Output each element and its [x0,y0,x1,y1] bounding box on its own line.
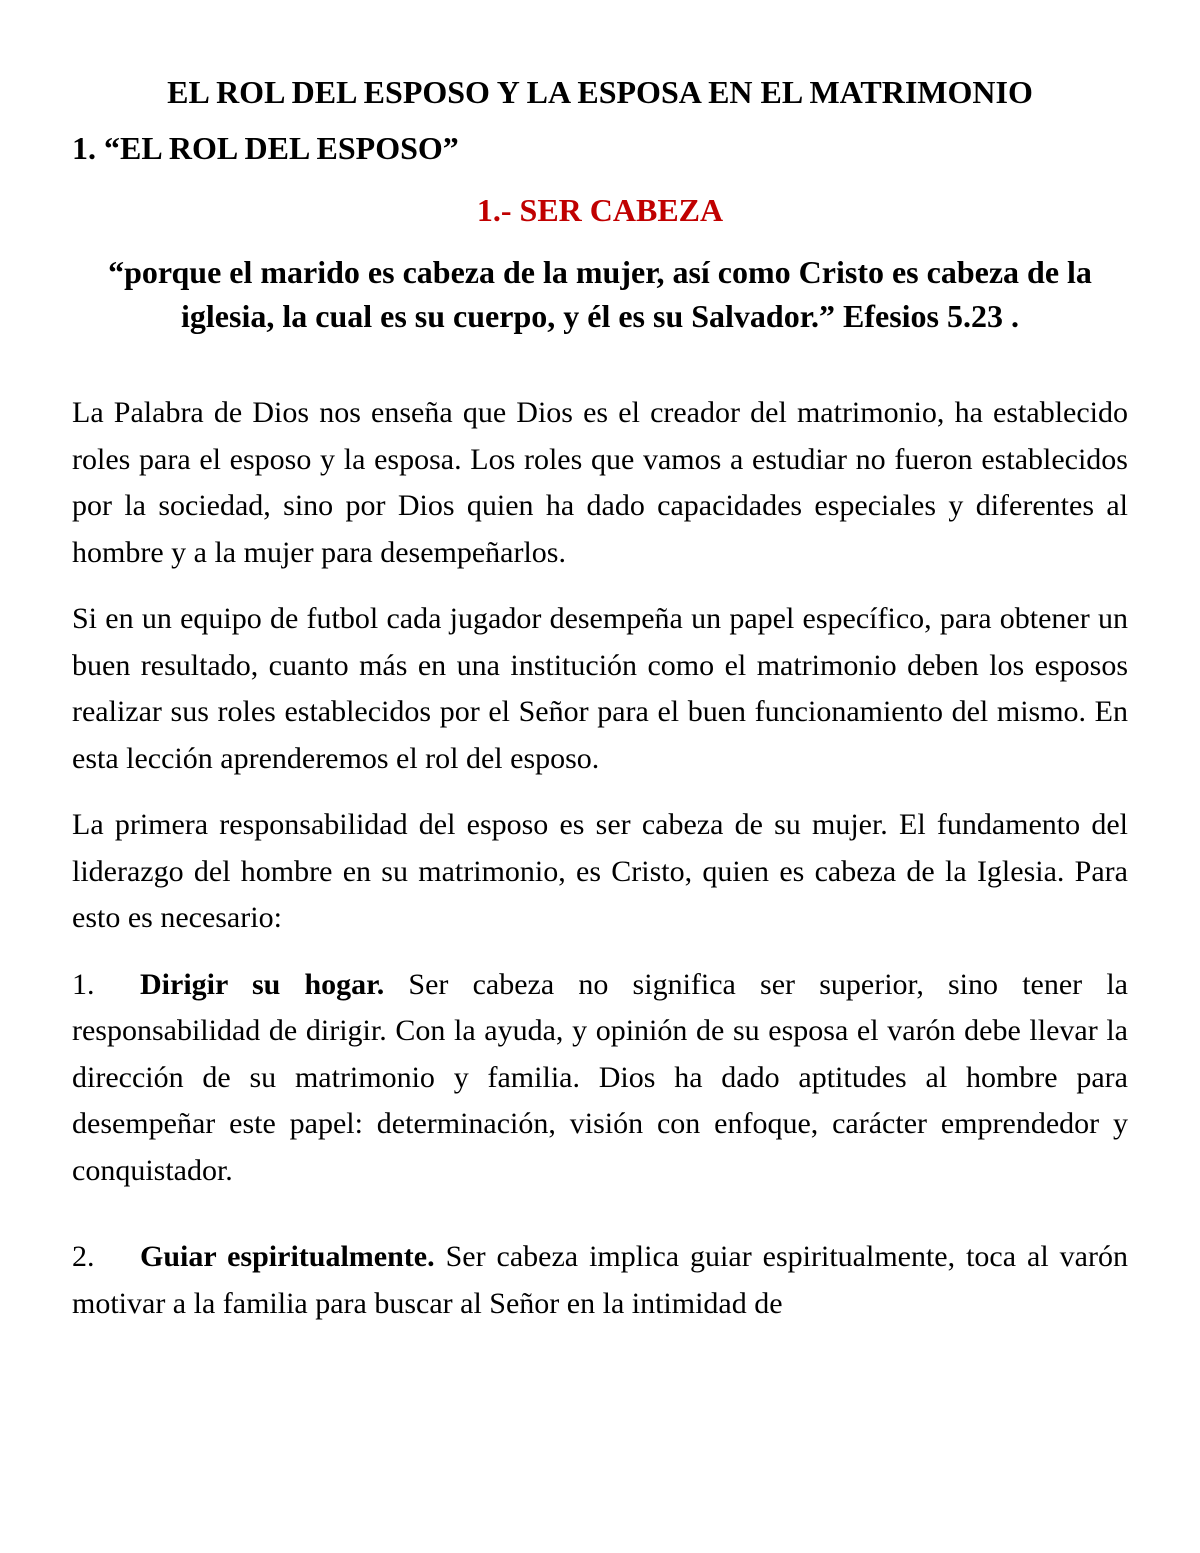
list-item-lead: Dirigir su hogar. [140,967,385,1001]
list-item-lead: Guiar espiritualmente. [140,1240,435,1273]
list-item [72,962,1128,1195]
paragraph-3: La primera responsabilidad del esposo es ser cabeza de su mujer. El fundamento del liderazgo del hombre en su matrimonio, es Cristo, quien es cabeza de la Iglesia. Para esto es necesario: [72,808,1128,934]
list-item-number: 1. [72,967,95,1001]
document-title: EL ROL DEL ESPOSO Y LA ESPOSA EN EL MATRIMONIO [167,74,1033,110]
scripture-verse: “porque el marido es cabeza de la mujer, así como Cristo es cabeza de la iglesia, la cual es su cuerpo, y él es su Salvador.” Efesios 5.23 . [108,254,1092,334]
paragraph-2: Si en un equipo de futbol cada jugador desempeña un papel específico, para obtener un buen resultado, cuanto más en una institución como el matrimonio deben los esposos realizar sus roles establecidos por el Señor para el buen funcionamiento del mismo. En esta lección aprenderemos el rol del esposo. [72,602,1128,775]
list-item [72,1234,1128,1327]
paragraph-1: La Palabra de Dios nos enseña que Dios es el creador del matrimonio, ha establecido roles para el esposo y la esposa. Los roles que vamos a estudiar no fueron establecidos por la sociedad, sino por Dios quien ha dado capacidades especiales y diferentes al hombre y a la mujer para desempeñarlos. [72,396,1128,569]
document-page [72,70,1128,1347]
subheading: 1.- SER CABEZA [476,192,724,228]
list-item-text: Ser cabeza no significa ser superior, sino tener la responsabilidad de dirigir. Con la ayuda, y opinión de su esposa el varón debe llevar la dirección de su matrimonio y familia. Dios ha dado aptitudes al hombre para desempeñar este papel: determinación, visión con enfoque, carácter emprendedor y conquistador. [72,967,1128,1187]
section-heading: 1. “EL ROL DEL ESPOSO” [72,130,459,166]
list-item-number: 2. [72,1240,95,1273]
list-item-text: Ser cabeza implica guiar espiritualmente, toca al varón motivar a la familia para buscar al Señor en la intimidad de [72,1240,1128,1320]
